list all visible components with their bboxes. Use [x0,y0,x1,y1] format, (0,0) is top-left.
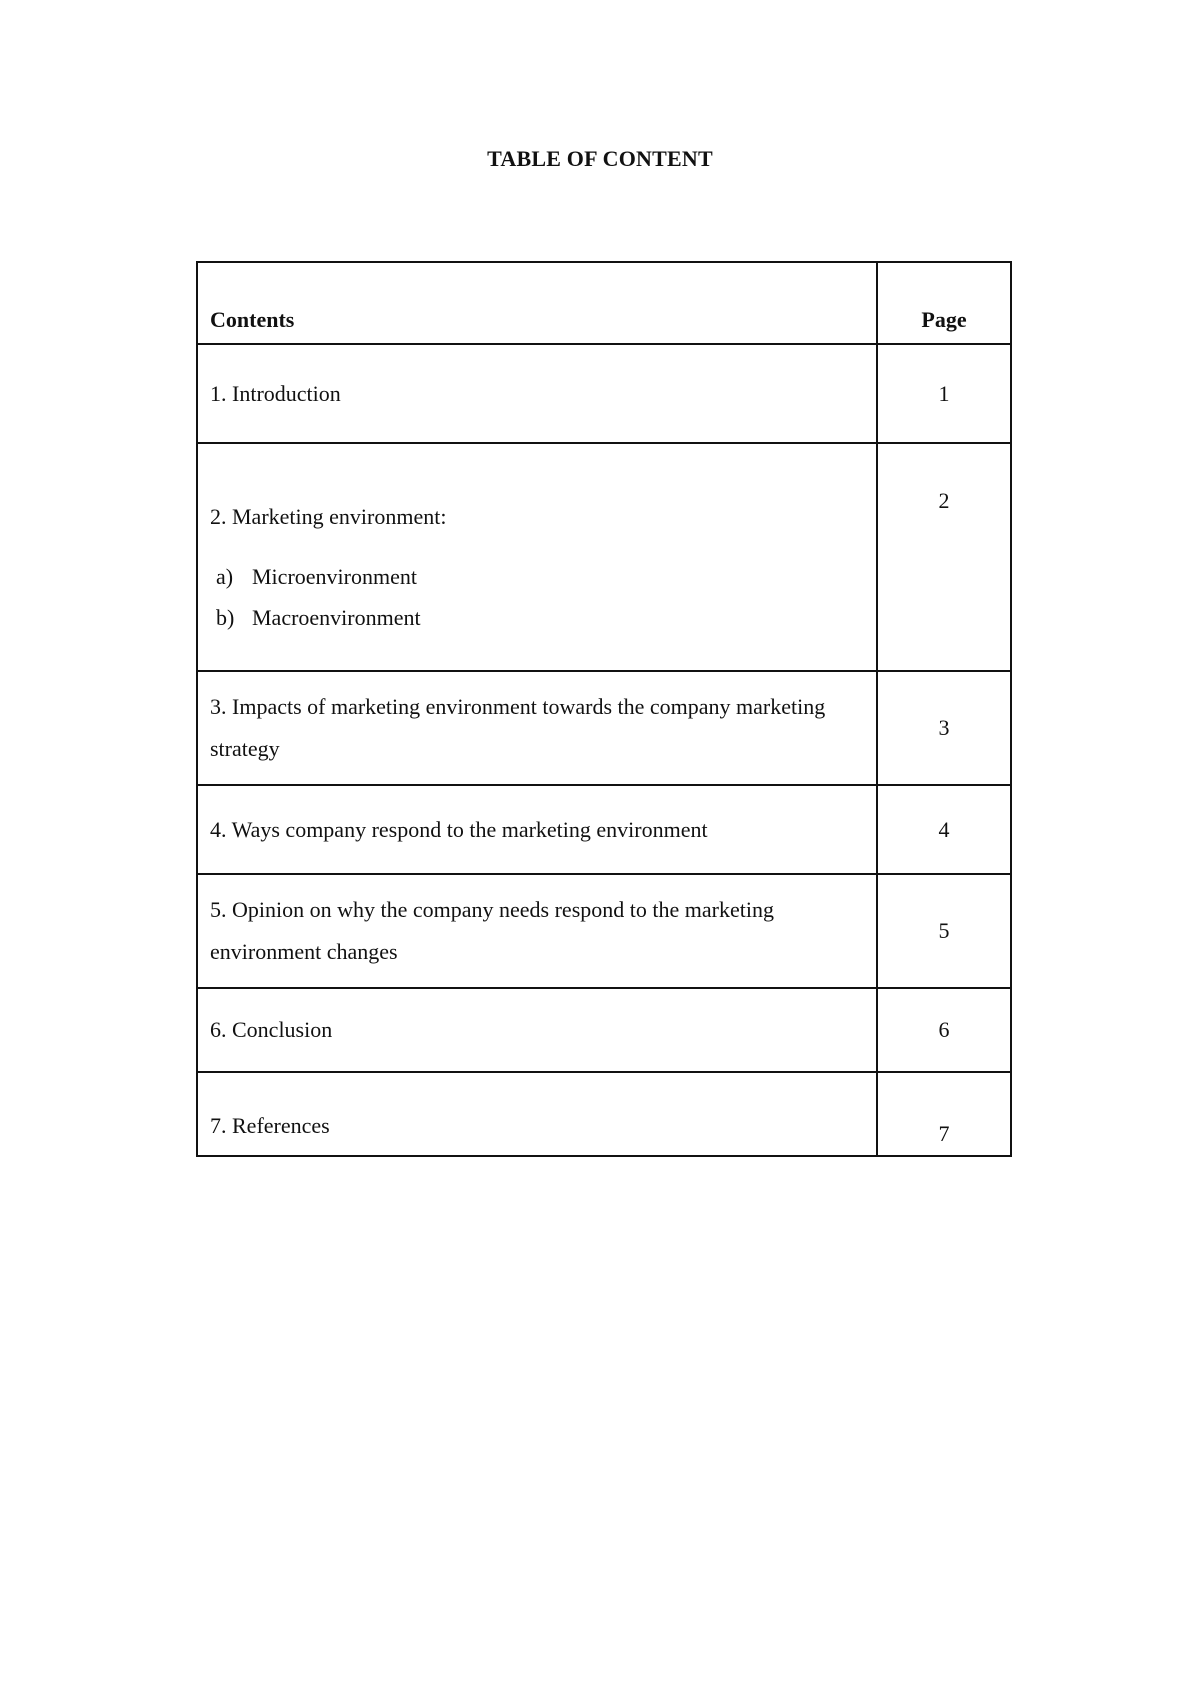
sub-item-label: Macroenvironment [252,605,421,630]
toc-row-introduction [197,344,1011,443]
toc-entry-label: 3. Impacts of marketing environment towards the company marketing strategy [210,694,826,761]
toc-entry-label: 2. Marketing environment: [210,504,447,529]
page-column-header: Page [877,262,1011,344]
toc-entry-label: 5. Opinion on why the company needs respond to the marketing environment changes [210,897,774,964]
toc-entry-page: 7 [877,1072,1011,1156]
sub-item-marker: a) [216,564,234,589]
toc-row-impacts [197,671,1011,785]
toc-row-conclusion [197,988,1011,1072]
toc-entry-page: 3 [877,671,1011,785]
toc-entry-page: 2 [877,443,1011,671]
toc-table [196,261,1012,1157]
toc-row-marketing-environment [197,443,1011,671]
sub-item-marker: b) [216,605,235,630]
toc-sub-list [210,556,864,638]
toc-entry-page: 5 [877,874,1011,988]
sub-item-label: Microenvironment [252,564,417,589]
toc-row-ways-respond [197,785,1011,874]
toc-entry-label: 4. Ways company respond to the marketing environment [210,816,708,842]
toc-row-references [197,1072,1011,1156]
toc-entry-label: 7. References [210,1113,330,1138]
toc-header-row [197,262,1011,344]
toc-sub-item-microenvironment [216,556,864,597]
toc-entry-label: 1. Introduction [210,380,341,406]
toc-sub-item-macroenvironment [216,597,864,638]
toc-row-opinion [197,874,1011,988]
toc-entry-label: 6. Conclusion [210,1017,333,1042]
document-title: TABLE OF CONTENT [487,146,713,171]
toc-entry-page: 4 [877,785,1011,874]
toc-entry-page: 6 [877,988,1011,1072]
toc-entry-page: 1 [877,344,1011,443]
contents-column-header: Contents [197,262,877,344]
